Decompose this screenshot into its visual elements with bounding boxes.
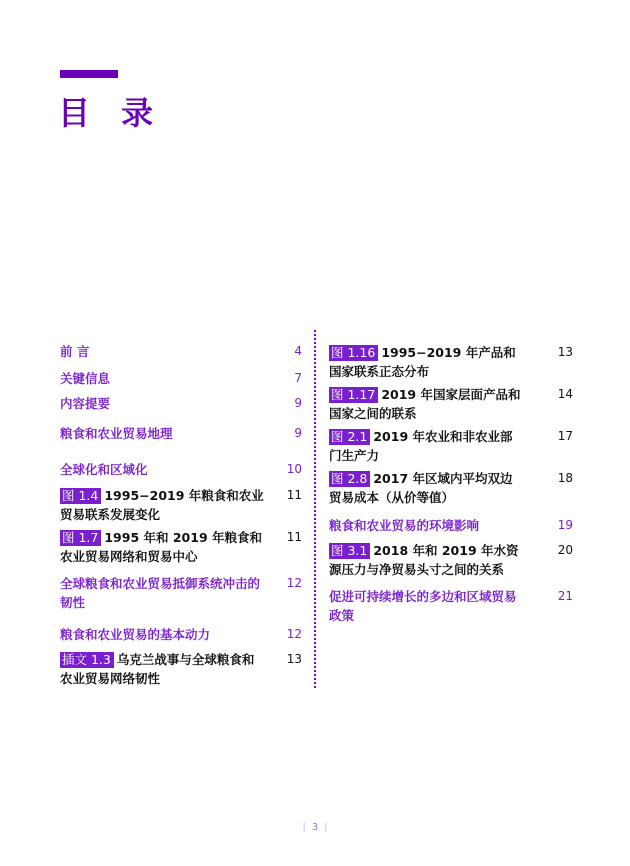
toc-entry-title: 2019 年农业和非农业部门生产力 xyxy=(329,429,513,463)
toc-entry-title: 2017 年区域内平均双边贸易成本（从价等值） xyxy=(329,471,513,505)
toc-page-number: 9 xyxy=(294,426,302,440)
figure-tag: 图 1.7 xyxy=(60,530,101,546)
toc-entry-text xyxy=(329,427,524,465)
figure-tag: 图 2.1 xyxy=(329,429,370,445)
toc-entry-text xyxy=(329,469,524,507)
toc-entry-text: 粮食和农业贸易的基本动力 xyxy=(60,627,211,642)
toc-page-number: 10 xyxy=(286,462,302,476)
toc-page-number: 7 xyxy=(294,371,302,385)
accent-bar xyxy=(60,70,118,78)
toc-page-number: 12 xyxy=(286,576,302,590)
toc-page-number: 13 xyxy=(557,345,573,359)
toc-entry-title: 乌克兰战事与全球粮食和农业贸易网络韧性 xyxy=(60,652,255,686)
toc-page-number: 14 xyxy=(557,387,573,401)
toc-page-number: 20 xyxy=(557,543,573,557)
toc-entry-text: 关键信息 xyxy=(60,371,111,386)
toc-entry-title: 2018 年和 2019 年水资源压力与净贸易头寸之间的关系 xyxy=(329,543,519,577)
toc-page-number: 19 xyxy=(557,518,573,532)
toc-entry-text: 前 言 xyxy=(60,344,90,359)
figure-tag: 图 2.8 xyxy=(329,471,370,487)
toc-page-number: 11 xyxy=(286,488,302,502)
toc-page-number: 4 xyxy=(294,344,302,358)
toc-entry-title: 1995 年和 2019 年粮食和农业贸易网络和贸易中心 xyxy=(60,530,262,564)
page-number: 3 xyxy=(311,822,319,833)
figure-tag: 图 3.1 xyxy=(329,543,370,559)
toc-entry-title: 2019 年国家层面产品和国家之间的联系 xyxy=(329,387,521,421)
toc-entry-text: 全球化和区域化 xyxy=(60,462,148,477)
figure-tag: 图 1.16 xyxy=(329,345,378,361)
toc-entry-text: 全球粮食和农业贸易抵御系统冲击的韧性 xyxy=(60,576,261,610)
toc-entry-title: 1995−2019 年产品和国家联系正态分布 xyxy=(329,345,516,379)
toc-entry-text: 粮食和农业贸易地理 xyxy=(60,426,173,441)
toc-page-number: 18 xyxy=(557,471,573,485)
toc-page-number: 12 xyxy=(286,627,302,641)
toc-entry-text xyxy=(329,343,524,381)
column-divider xyxy=(314,330,316,688)
toc-page-number: 21 xyxy=(557,589,573,603)
toc-entry-title: 1995−2019 年粮食和农业贸易联系发展变化 xyxy=(60,488,264,522)
toc-entry-text xyxy=(60,528,265,566)
page-title: 目 录 xyxy=(58,94,164,132)
toc-entry-text: 内容提要 xyxy=(60,396,111,411)
toc-page-number: 17 xyxy=(557,429,573,443)
toc-page-number: 13 xyxy=(286,652,302,666)
toc-entry-text xyxy=(60,650,265,688)
toc-entry-text: 粮食和农业贸易的环境影响 xyxy=(329,518,480,533)
footer-separator: | xyxy=(324,822,328,833)
figure-tag: 图 1.17 xyxy=(329,387,378,403)
box-tag: 插文 1.3 xyxy=(60,652,114,668)
toc-entry-text xyxy=(329,541,524,579)
toc-entry-text xyxy=(329,385,524,423)
toc-page-number: 11 xyxy=(286,530,302,544)
toc-entry-text: 促进可持续增长的多边和区域贸易政策 xyxy=(329,589,517,623)
figure-tag: 图 1.4 xyxy=(60,488,101,504)
toc-entry-text xyxy=(60,486,265,524)
page-footer xyxy=(0,822,630,833)
toc-page-number: 9 xyxy=(294,396,302,410)
footer-separator: | xyxy=(302,822,306,833)
